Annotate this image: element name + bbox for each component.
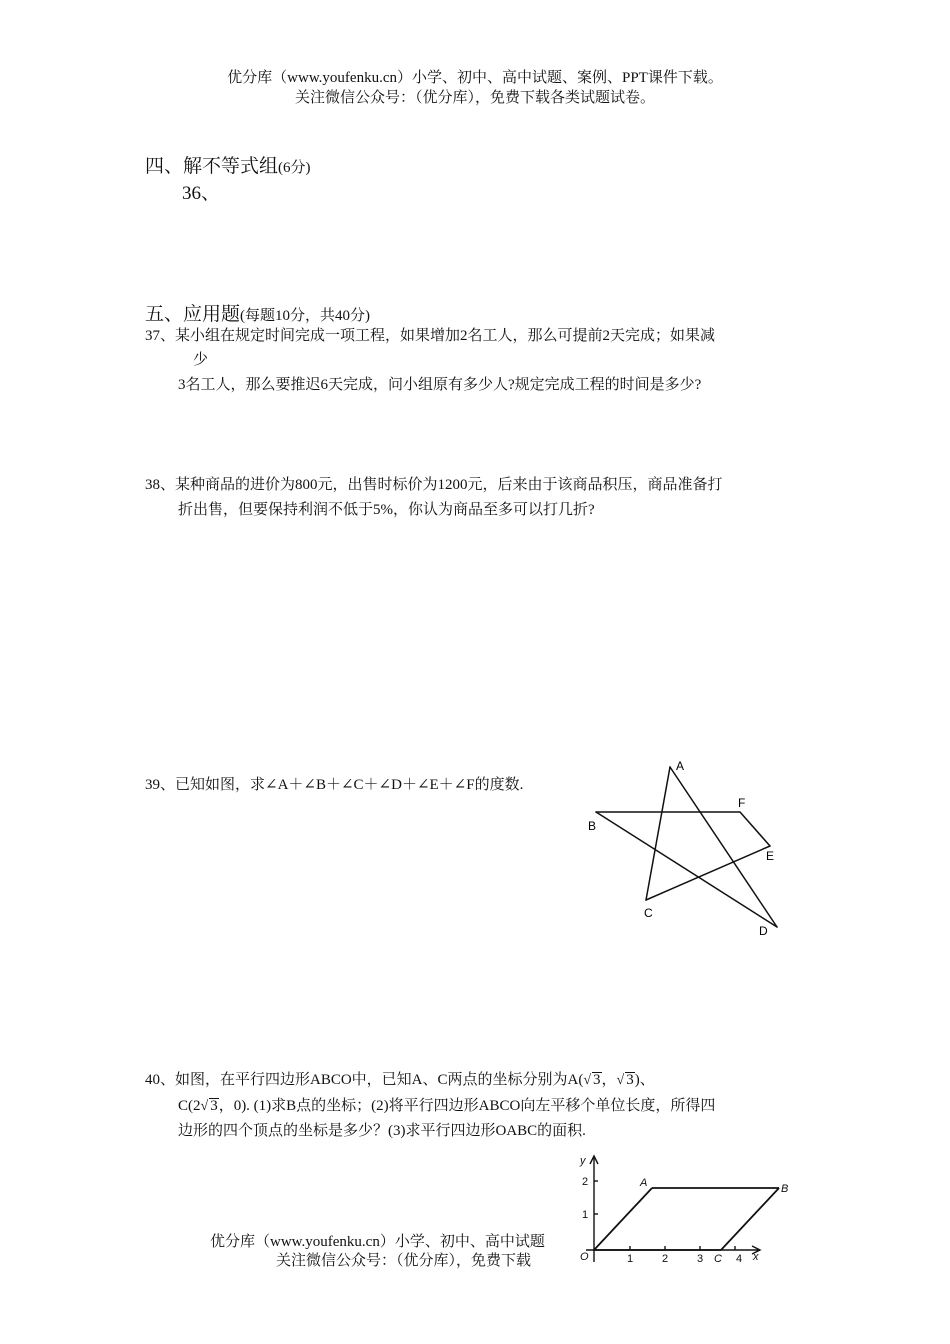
question-36-number: 36、 (182, 183, 221, 204)
edge-bc (721, 1188, 779, 1250)
label-a: A (676, 759, 685, 773)
line-a-c (646, 767, 670, 900)
point-c-label: C (714, 1253, 722, 1265)
section-4-score: (6分) (278, 160, 311, 176)
tick-label-x-3: 3 (697, 1253, 704, 1265)
line-b-d (596, 812, 777, 927)
tick-label-x-4: 4 (736, 1253, 743, 1265)
question-37-line-2: 少 (193, 352, 209, 368)
point-b-label: B (781, 1183, 789, 1195)
sqrt-radicand: 3 (210, 1098, 218, 1114)
label-f: F (738, 796, 746, 810)
y-axis-label: y (580, 1155, 586, 1167)
question-38-line-1: 38、某种商品的进价为800元，出售时标价为1200元，后来由于该商品积压，商品准备打 (145, 477, 723, 493)
point-a-label: A (640, 1177, 648, 1189)
section-4-heading (145, 151, 311, 178)
star-figure (580, 755, 790, 940)
question-40-line-1: 40、如图，在平行四边形ABCO中，已知A、C两点的坐标分别为A(√ 3，√ 3)、 (145, 1072, 655, 1088)
header-line-2: 关注微信公众号：（优分库），免费下载各类试题试卷。 (294, 90, 655, 106)
line-c-e (646, 846, 770, 900)
section-5-heading (145, 299, 370, 326)
x-axis-label: x (753, 1251, 759, 1263)
label-d: D (759, 924, 768, 938)
line-a-d (670, 767, 777, 927)
sqrt-radicand: 3 (593, 1072, 601, 1088)
question-39-text: 39、已知如图，求∠A＋∠B＋∠C＋∠D＋∠E＋∠F的度数. (145, 777, 524, 793)
label-b: B (588, 819, 597, 833)
tick-label-y-2: 2 (582, 1176, 589, 1188)
tick-label-x-2: 2 (662, 1253, 669, 1265)
sqrt-radicand: 3 (626, 1072, 634, 1088)
section-4-title: 四、解不等式组 (145, 156, 279, 177)
question-40-line-3: 边形的四个顶点的坐标是多少？(3)求平行四边形OABC的面积. (178, 1123, 586, 1139)
label-e: E (766, 849, 775, 863)
tick-label-x-1: 1 (627, 1253, 634, 1265)
question-38-line-2: 折出售，但要保持利润不低于5%，你认为商品至多可以打几折? (178, 502, 595, 518)
label-c: C (644, 906, 653, 920)
section-5-score: (每题10分，共40分) (240, 308, 371, 324)
section-5-title: 五、应用题 (145, 304, 241, 325)
footer-line-1: 优分库（www.youfenku.cn）小学、初中、高中试题 (210, 1234, 545, 1250)
header-line-1: 优分库（www.youfenku.cn）小学、初中、高中试题、案例、PPT课件下载。 (227, 70, 723, 86)
footer-line-2: 关注微信公众号：（优分库），免费下载 (276, 1253, 532, 1269)
edge-oa (594, 1188, 652, 1250)
question-37-line-1: 37、某小组在规定时间完成一项工程，如果增加2名工人，那么可提前2天完成；如果减 (145, 328, 716, 344)
tick-label-y-1: 1 (582, 1209, 589, 1221)
coordinate-graph (560, 1150, 800, 1270)
question-40-line-2: C(2√ 3，0). (1)求B点的坐标；(2)将平行四边形ABCO向左平移个单位长度，所得四 (178, 1098, 716, 1114)
origin-label: O (580, 1251, 589, 1263)
question-37-line-3: 3名工人，那么要推迟6天完成，问小组原有多少人?规定完成工程的时间是多少? (178, 377, 702, 393)
